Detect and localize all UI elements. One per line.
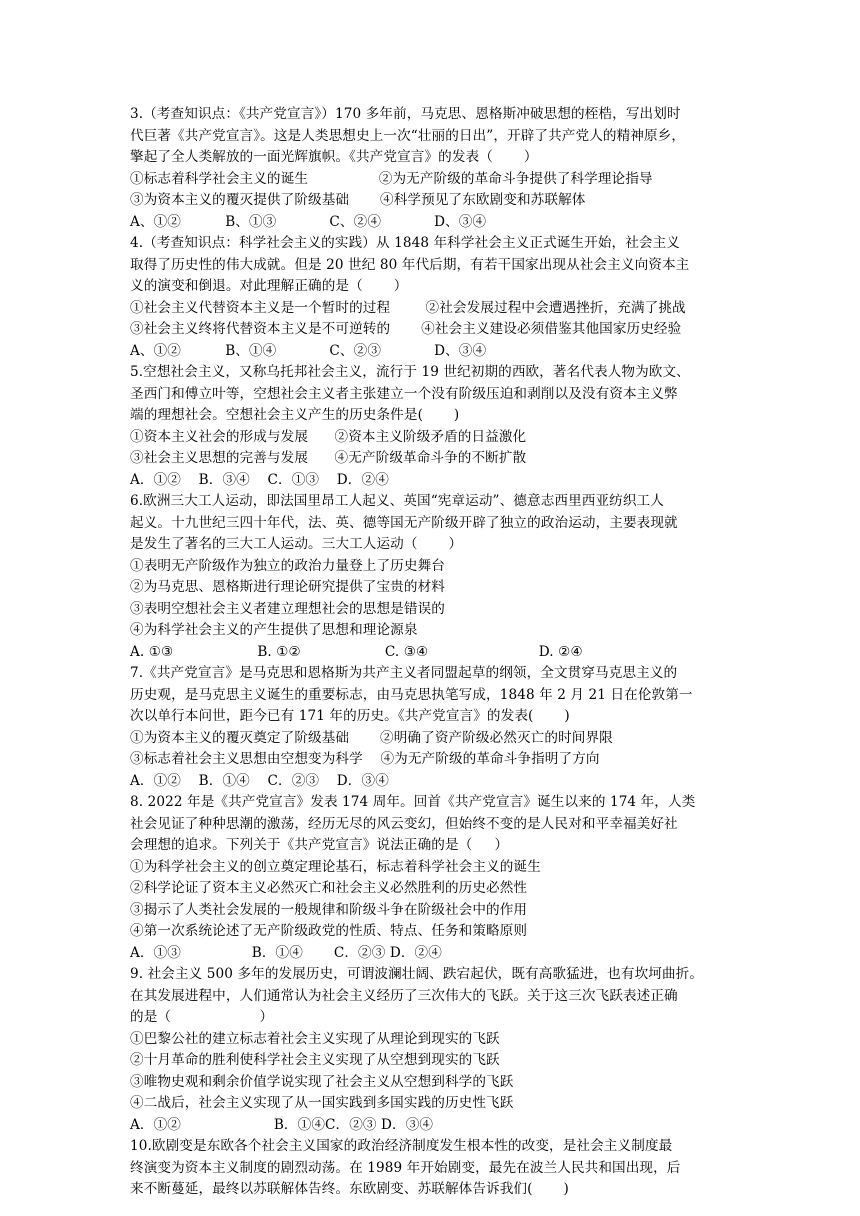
statement-line: ②十月革命的胜利使科学社会主义实现了从空想到现实的飞跃 (130, 1052, 500, 1068)
answer-options: A．①③ B．①④ C．②③ D．②④ (130, 944, 442, 961)
question-3 (130, 104, 735, 233)
question-stem-line: 4.（考查知识点：科学社会主义的实践）从 1848 年科学社会主义正式诞生开始，社会主义 (130, 235, 680, 251)
question-stem-line: 会理想的追求。下列关于《共产党宣言》说法正确的是（ ） (130, 837, 509, 853)
question-stem-line: 义的演变和倒退。对此理解正确的是（ ） (130, 278, 408, 294)
question-10 (130, 1136, 735, 1201)
question-6 (130, 491, 735, 663)
question-9 (130, 964, 735, 1136)
question-stem-line: 历史观，是马克思主义诞生的重要标志，由马克思执笔写成，1848 年 2 月 21 日在伦敦第一 (130, 686, 693, 703)
statement-line: ①表明无产阶级作为独立的政治力量登上了历史舞台 (130, 557, 445, 574)
statement-line: ①为资本主义的覆灭奠定了阶级基础 ②明确了资产阶级必然灭亡的时间界限 (130, 729, 613, 746)
statement-line: ③社会主义终将代替资本主义是不可逆转的 ④社会主义建设必须借鉴其他国家历史经验 (130, 321, 682, 337)
question-stem-line: 在其发展进程中，人们通常认为社会主义经历了三次伟大的飞跃。关于这三次飞跃表述正确 (130, 987, 678, 1004)
question-stem-line: 7.《共产党宣言》是马克思和恩格斯为共产主义者同盟起草的纲领，全文贯穿马克思主义的 (130, 665, 678, 681)
question-stem-line: 5.空想社会主义，又称乌托邦社会主义，流行于 19 世纪初期的西欧，著名代表人物为欧文、 (130, 364, 690, 380)
question-stem-line: 起义。十九世纪三四十年代，法、英、德等国无产阶级开辟了独立的政治运动，主要表现就 (130, 514, 678, 531)
question-stem-line: 代巨著《共产党宣言》。这是人类思想史上一次“壮丽的日出”，开辟了共产党人的精神原乡， (130, 127, 686, 144)
question-stem-line: 次以单行本问世，距今已有 171 年的历史。《共产党宣言》的发表( ) (130, 708, 570, 724)
statement-line: ②科学论证了资本主义必然灭亡和社会主义必然胜利的历史必然性 (130, 880, 528, 896)
question-stem-line: 擎起了全人类解放的一面光辉旗帜。《共产党宣言》的发表（ ） (130, 149, 538, 165)
question-stem-line: 来不断蔓延，最终以苏联解体告终。东欧剧变、苏联解体告诉我们( ) (130, 1181, 569, 1197)
answer-options: A、①② B、①④ C、②③ D、③④ (130, 342, 487, 359)
question-stem-line: 6.欧洲三大工人运动，即法国里昂工人起义、英国“宪章运动”、德意志西里西亚纺织工人 (130, 493, 664, 509)
question-stem-line: 圣西门和傅立叶等，空想社会主义者主张建立一个没有阶级压迫和剥削以及没有资本主义弊 (130, 385, 678, 402)
statement-line: ③为资本主义的覆灭提供了阶级基础 ④科学预见了东欧剧变和苏联解体 (130, 192, 586, 208)
question-4 (130, 233, 735, 362)
question-stem-line: 是发生了著名的三大工人运动。三大工人运动（ ） (130, 536, 463, 552)
question-stem-line: 10.欧剧变是东欧各个社会主义国家的政治经济制度发生根本性的改变，是社会主义制度最 (130, 1138, 673, 1154)
answer-options: A．①② B．①④ C．②③ D．③④ (130, 772, 389, 789)
statement-line: ①资本主义社会的形成与发展 ②资本主义阶级矛盾的日益激化 (130, 428, 527, 445)
question-stem-line: 端的理想社会。空想社会主义产生的历史条件是( ) (130, 407, 460, 423)
statement-line: ③标志着社会主义思想由空想变为科学 ④为无产阶级的革命斗争指明了方向 (130, 751, 600, 767)
answer-options: A．①② B．③④ C．①③ D．②④ (130, 471, 389, 488)
question-8 (130, 792, 735, 964)
statement-line: ①社会主义代替资本主义是一个暂时的过程 ②社会发展过程中会遭遇挫折，充满了挑战 (130, 299, 686, 316)
statement-line: ②为马克思、恩格斯进行理论研究提供了宝贵的材料 (130, 579, 445, 595)
statement-line: ①巴黎公社的建立标志着社会主义实现了从理论到现实的飞跃 (130, 1030, 500, 1047)
statement-line: ①标志着科学社会主义的诞生 ②为无产阶级的革命斗争提供了科学理论指导 (130, 170, 653, 187)
statement-line: ④第一次系统论述了无产阶级政党的性质、特点、任务和策略原则 (130, 923, 528, 939)
answer-options: A．①② B．①④C．②③ D．③④ (130, 1116, 434, 1133)
question-document (130, 104, 735, 1201)
statement-line: ④为科学社会主义的产生提供了思想和理论源泉 (130, 622, 418, 638)
question-stem-line: 取得了历史性的伟大成就。但是 20 世纪 80 年代后期，有若干国家出现从社会主义向资本主 (130, 256, 690, 273)
question-stem-line: 8. 2022 年是《共产党宣言》发表 174 周年。回首《共产党宣言》诞生以来的 174 年，人类 (130, 794, 696, 810)
question-stem-line: 3.（考查知识点：《共产党宣言》）170 多年前，马克思、恩格斯冲破思想的桎梏，写出划时 (130, 106, 681, 122)
statement-line: ③社会主义思想的完善与发展 ④无产阶级革命斗争的不断扩散 (130, 450, 527, 466)
answer-options: A、①② B、①③ C、②④ D、③④ (130, 213, 487, 230)
question-stem-line: 9. 社会主义 500 多年的发展历史，可谓波澜壮阔、跌宕起伏，既有高歌猛进，也有坎坷曲折。 (130, 966, 704, 982)
statement-line: ①为科学社会主义的创立奠定理论基石，标志着科学社会主义的诞生 (130, 858, 541, 875)
question-5 (130, 362, 735, 491)
answer-options: A. ①③ B. ①② C. ③④ D. ②④ (130, 643, 583, 660)
statement-line: ④二战后，社会主义实现了从一国实践到多国实践的历史性飞跃 (130, 1095, 514, 1111)
statement-line: ③唯物史观和剩余价值学说实现了社会主义从空想到科学的飞跃 (130, 1073, 514, 1090)
statement-line: ③表明空想社会主义者建立理想社会的思想是错误的 (130, 600, 445, 617)
statement-line: ③揭示了人类社会发展的一般规律和阶级斗争在阶级社会中的作用 (130, 901, 528, 918)
question-stem-line: 的是（ ） (130, 1009, 274, 1025)
question-stem-line: 终演变为资本主义制度的剧烈动荡。在 1989 年开始剧变，最先在波兰人民共和国出现，后 (130, 1159, 681, 1176)
question-7 (130, 663, 735, 792)
question-stem-line: 社会见证了种种思潮的激荡，经历无尽的风云变幻，但始终不变的是人民对和平幸福美好社 (130, 815, 678, 832)
